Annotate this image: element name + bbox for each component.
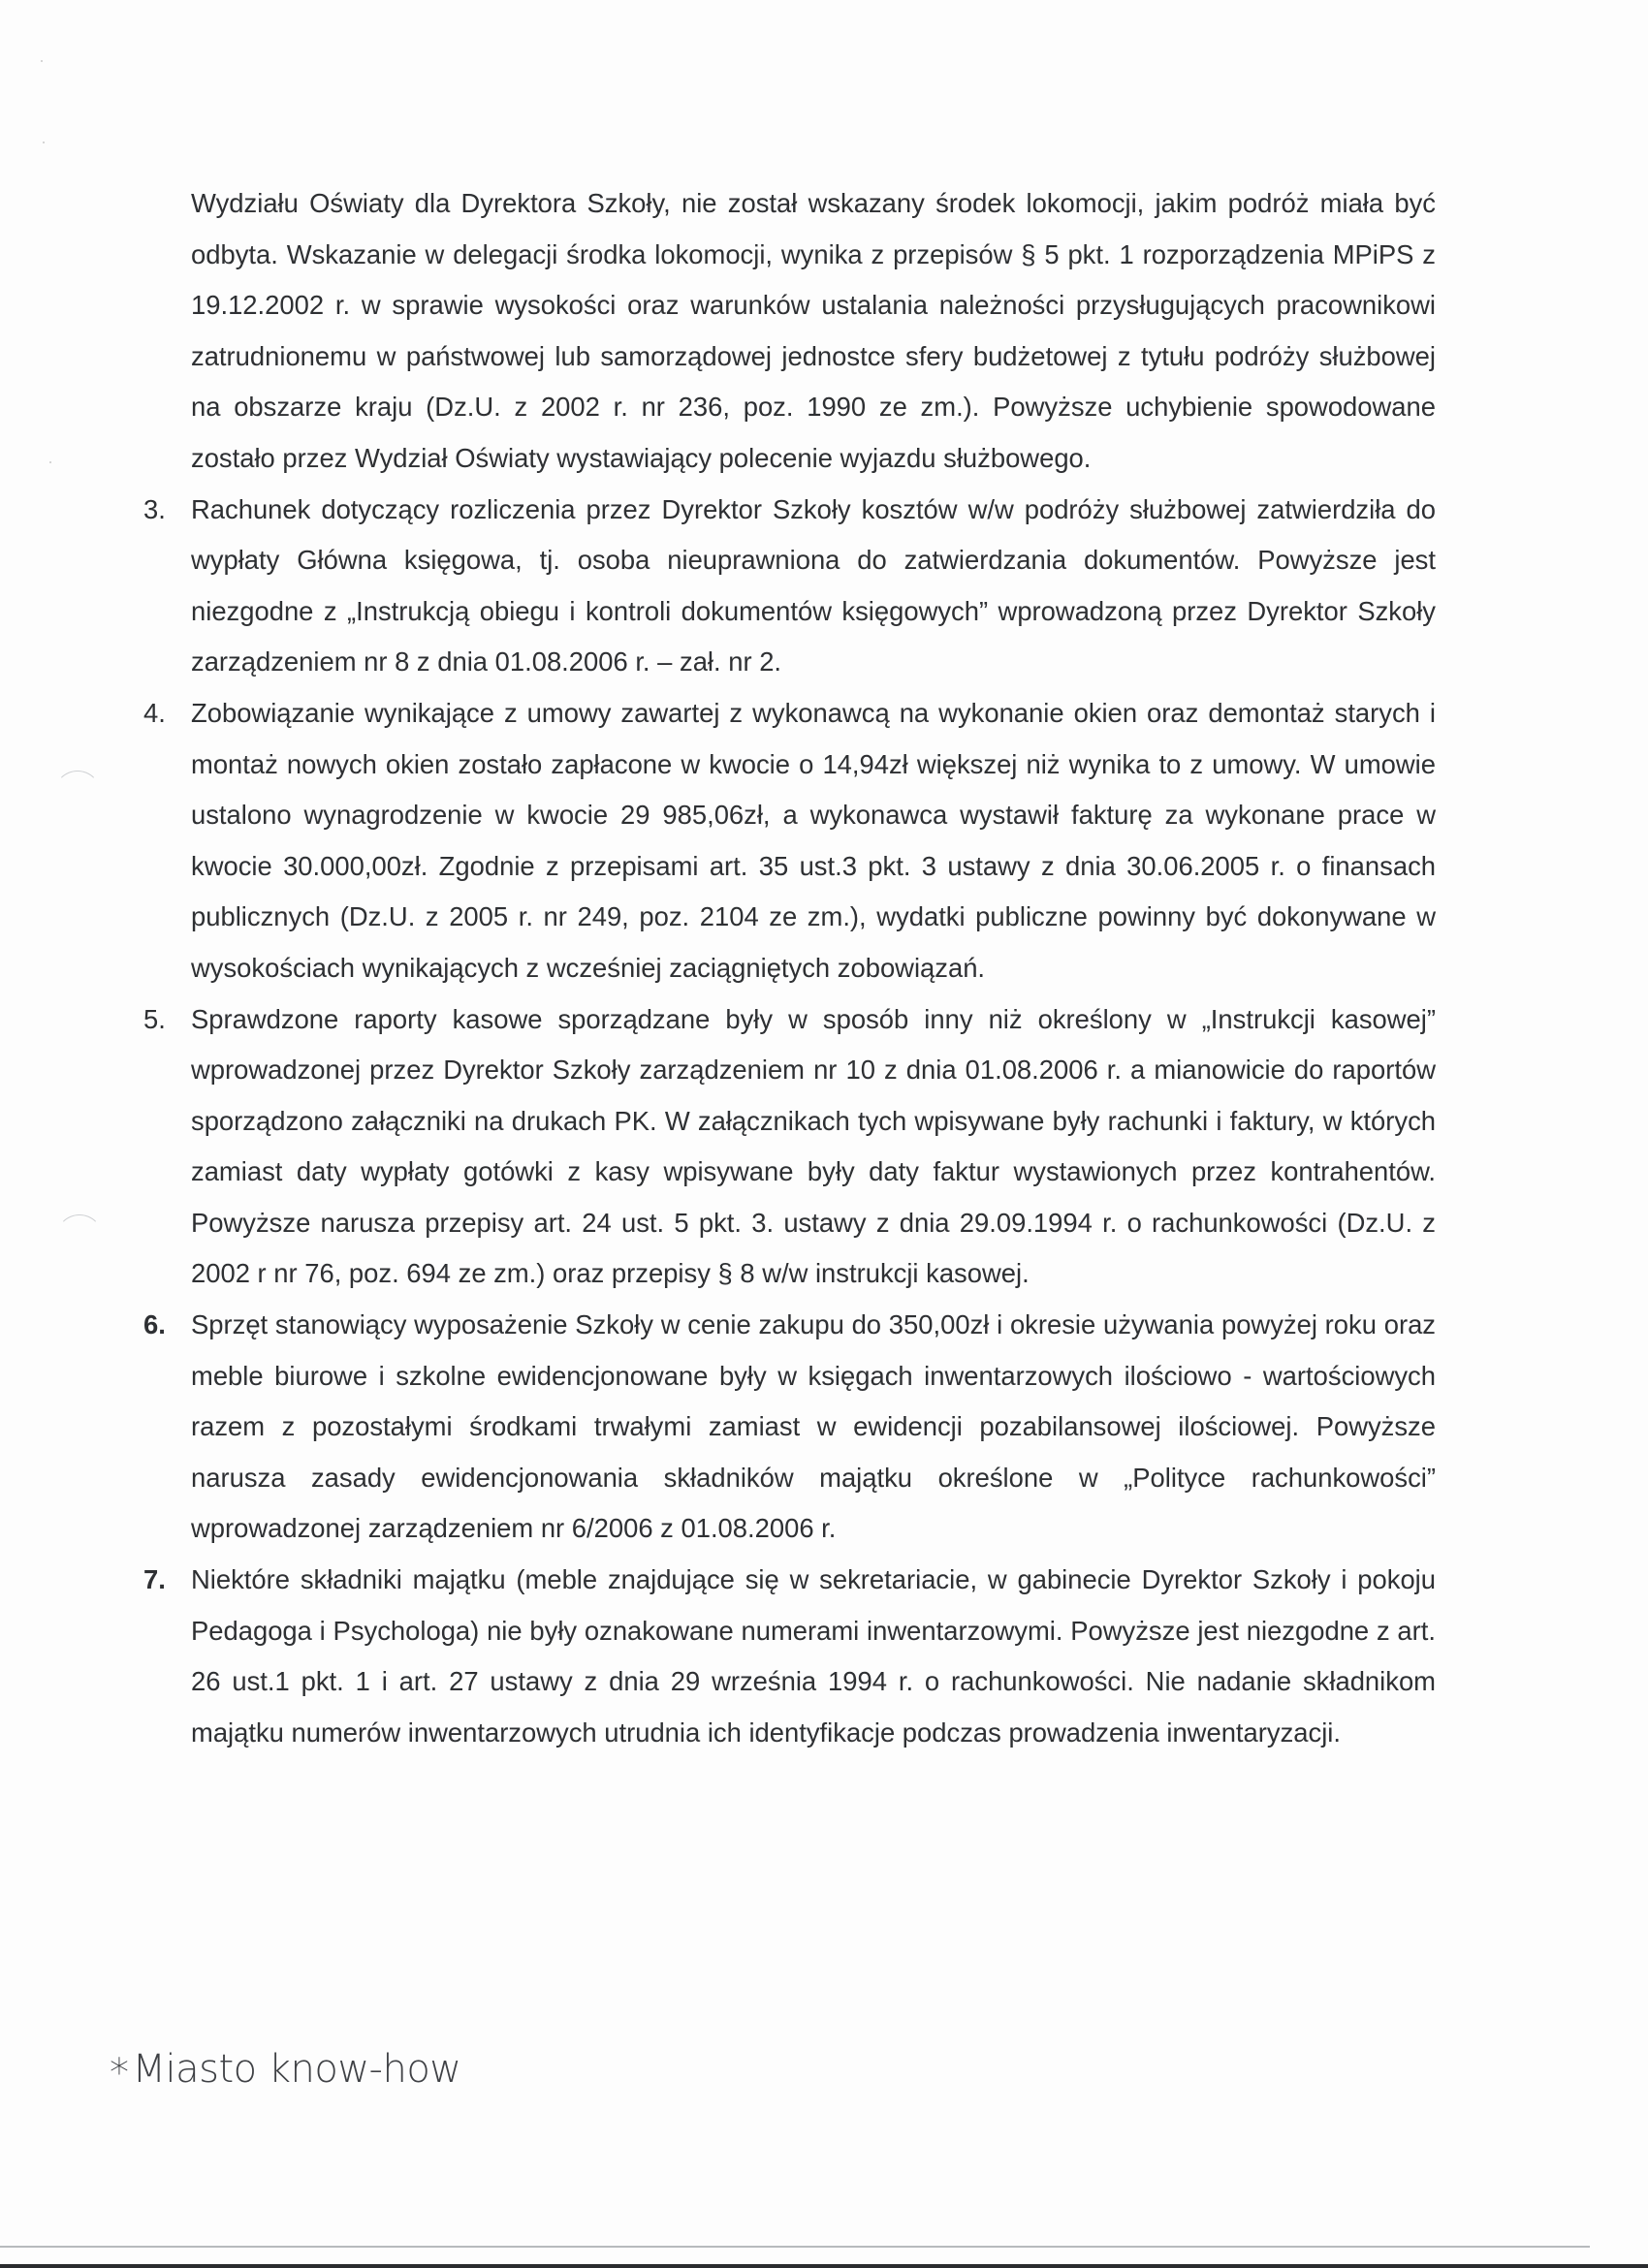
footer-logo (110, 2047, 461, 2095)
brand-slogan: Miasto know-how (132, 2047, 461, 2092)
scan-speck (43, 142, 45, 143)
scan-edge-border (0, 2264, 1648, 2268)
punch-hole-mark (54, 771, 101, 816)
item-text: Rachunek dotyczący rozliczenia przez Dyrektor Szkoły kosztów w/w podróży służbowej zatwierdziła do wypłaty Główna księgowa, tj. osoba nieuprawniona do zatwierdzania dokumentów. Powyższe jest niezgodne z „Instrukcją obiegu i kontroli dokumentów księgowych” wprowadzoną przez Dyrektor Szkoły zarządzeniem nr 8 z dnia 01.08.2006 r. – zał. nr 2. (191, 493, 1436, 677)
item-number: 7. (143, 1564, 166, 1595)
document-body (143, 178, 1436, 1758)
findings-list (143, 485, 1436, 1759)
item-text: Sprzęt stanowiący wyposażenie Szkoły w cenie zakupu do 350,00zł i okresie używania powyżej roku oraz meble biurowe i szkolne ewidencjonowane były w księgach inwentarzowych ilościowo - wartościowych razem z pozostałymi środkami trwałymi zamiast w ewidencji pozabilansowej ilościowej. Powyższe narusza zasady ewidencjonowania składników majątku określone w „Polityce rachunkowości” wprowadzonej zarządzeniem nr 6/2006 z 01.08.2006 r. (191, 1309, 1436, 1544)
intro-paragraph: Wydziału Oświaty dla Dyrektora Szkoły, nie został wskazany środek lokomocji, jakim podróż miała być odbyta. Wskazanie w delegacji środka lokomocji, wynika z przepisów § 5 pkt. 1 rozporządzenia MPiPS z 19.12.2002 r. w sprawie wysokości oraz warunków ustalania należności przysługujących pracownikowi zatrudnionemu w państwowej lub samorządowej jednostce sfery budżetowej z tytułu podróży służbowej na obszarze kraju (Dz.U. z 2002 r. nr 236, poz. 1990 ze zm.). Powyższe uchybienie spowodowane zostało przez Wydział Oświaty wystawiający polecenie wyjazdu służbowego. (191, 188, 1436, 473)
item-number: 5. (143, 1003, 166, 1034)
item-number: 4. (143, 697, 166, 728)
item-text: Sprawdzone raporty kasowe sporządzane były w sposób inny niż określony w „Instrukcji kasowej” wprowadzonej przez Dyrektor Szkoły zarządzeniem nr 10 z dnia 01.08.2006 r. a mianowicie do raportów sporządzono załączniki na drukach PK. W załącznikach tych wpisywane były rachunki i faktury, w których zamiast daty wypłaty gotówki z kasy wpisywane były daty faktur wystawionych przez kontrahentów. Powyższe narusza przepisy art. 24 ust. 5 pkt. 3. ustawy z dnia 29.09.1994 r. o rachunkowości (Dz.U. z 2002 r nr 76, poz. 694 ze zm.) oraz przepisy § 8 w/w instrukcji kasowej. (191, 1003, 1436, 1289)
scan-edge-line (0, 2246, 1590, 2248)
scan-speck (41, 60, 43, 62)
finding-item-6 (143, 1300, 1436, 1555)
finding-item-7 (143, 1555, 1436, 1758)
scan-speck (49, 461, 51, 463)
finding-item-4 (143, 688, 1436, 994)
finding-item-5 (143, 994, 1436, 1301)
item-number: 3. (143, 493, 166, 524)
item-number: 6. (143, 1309, 166, 1340)
asterisk-icon: * (110, 2051, 129, 2095)
item-text: Zobowiązanie wynikające z umowy zawartej z wykonawcą na wykonanie okien oraz demontaż starych i montaż nowych okien zostało zapłacone w kwocie o 14,94zł większej niż wynika to z umowy. W umowie ustalono wynagrodzenie w kwocie 29 985,06zł, a wykonawca wystawił fakturę za wykonane prace w kwocie 30.000,00zł. Zgodnie z przepisami art. 35 ust.3 pkt. 3 ustawy z dnia 30.06.2005 r. o finansach publicznych (Dz.U. z 2005 r. nr 249, poz. 2104 ze zm.), wydatki publiczne powinny być dokonywane w wysokościach wynikających z wcześniej zaciągniętych zobowiązań. (191, 697, 1436, 983)
punch-hole-mark (56, 1214, 103, 1260)
finding-item-3 (143, 485, 1436, 688)
item-text: Niektóre składniki majątku (meble znajdujące się w sekretariacie, w gabinecie Dyrektor Szkoły i pokoju Pedagoga i Psychologa) nie były oznakowane numerami inwentarzowymi. Powyższe jest niezgodne z art. 26 ust.1 pkt. 1 i art. 27 ustawy z dnia 29 września 1994 r. o rachunkowości. Nie nadanie składnikom majątku numerów inwentarzowych utrudnia ich identyfikacje podczas prowadzenia inwentaryzacji. (191, 1564, 1436, 1748)
